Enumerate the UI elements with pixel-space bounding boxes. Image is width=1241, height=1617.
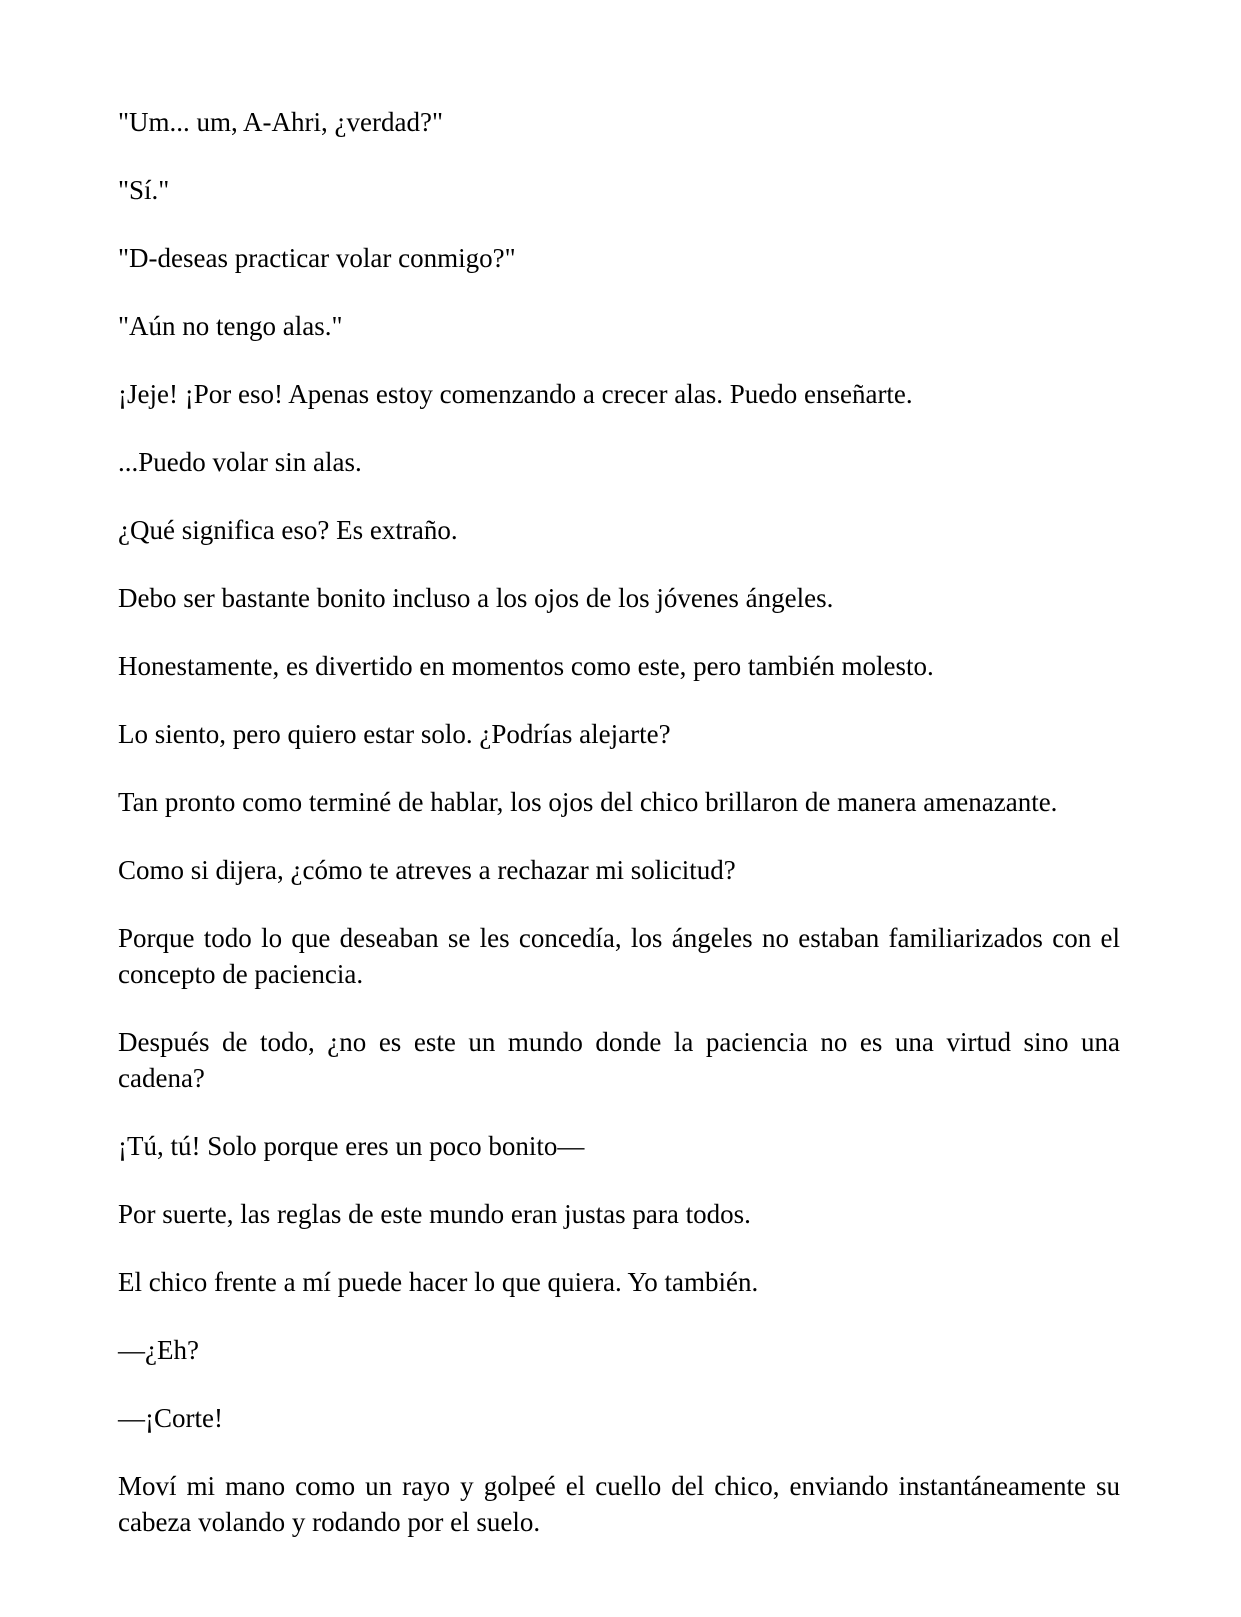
paragraph-19: —¡Corte!: [118, 1403, 223, 1433]
paragraph-16: Por suerte, las reglas de este mundo eran justas para todos.: [118, 1199, 751, 1229]
paragraph-18: —¿Eh?: [118, 1335, 199, 1365]
paragraph-9: Honestamente, es divertido en momentos como este, pero también molesto.: [118, 651, 934, 681]
paragraph-14: Después de todo, ¿no es este un mundo donde la paciencia no es una virtud sino una cadena?: [118, 1027, 1120, 1093]
paragraph-8: Debo ser bastante bonito incluso a los ojos de los jóvenes ángeles.: [118, 583, 834, 613]
paragraph-10: Lo siento, pero quiero estar solo. ¿Podrías alejarte?: [118, 719, 671, 749]
paragraph-1: "Um... um, A-Ahri, ¿verdad?": [118, 107, 443, 137]
paragraph-12: Como si dijera, ¿cómo te atreves a rechazar mi solicitud?: [118, 855, 736, 885]
paragraph-7: ¿Qué significa eso? Es extraño.: [118, 515, 458, 545]
paragraph-13: Porque todo lo que deseaban se les concedía, los ángeles no estaban familiarizados con el concepto de paciencia.: [118, 923, 1120, 989]
paragraph-5: ¡Jeje! ¡Por eso! Apenas estoy comenzando a crecer alas. Puedo enseñarte.: [118, 379, 913, 409]
paragraph-6: ...Puedo volar sin alas.: [118, 447, 362, 477]
paragraph-4: "Aún no tengo alas.": [118, 311, 343, 341]
paragraph-15: ¡Tú, tú! Solo porque eres un poco bonito—: [118, 1131, 585, 1161]
paragraph-3: "D-deseas practicar volar conmigo?": [118, 243, 516, 273]
paragraph-11: Tan pronto como terminé de hablar, los ojos del chico brillaron de manera amenazante.: [118, 787, 1058, 817]
paragraph-17: El chico frente a mí puede hacer lo que quiera. Yo también.: [118, 1267, 759, 1297]
paragraph-20: Moví mi mano como un rayo y golpeé el cuello del chico, enviando instantáneamente su cabeza volando y rodando por el suelo.: [118, 1471, 1120, 1537]
document-page: [118, 104, 1120, 1540]
paragraph-2: "Sí.": [118, 175, 170, 205]
